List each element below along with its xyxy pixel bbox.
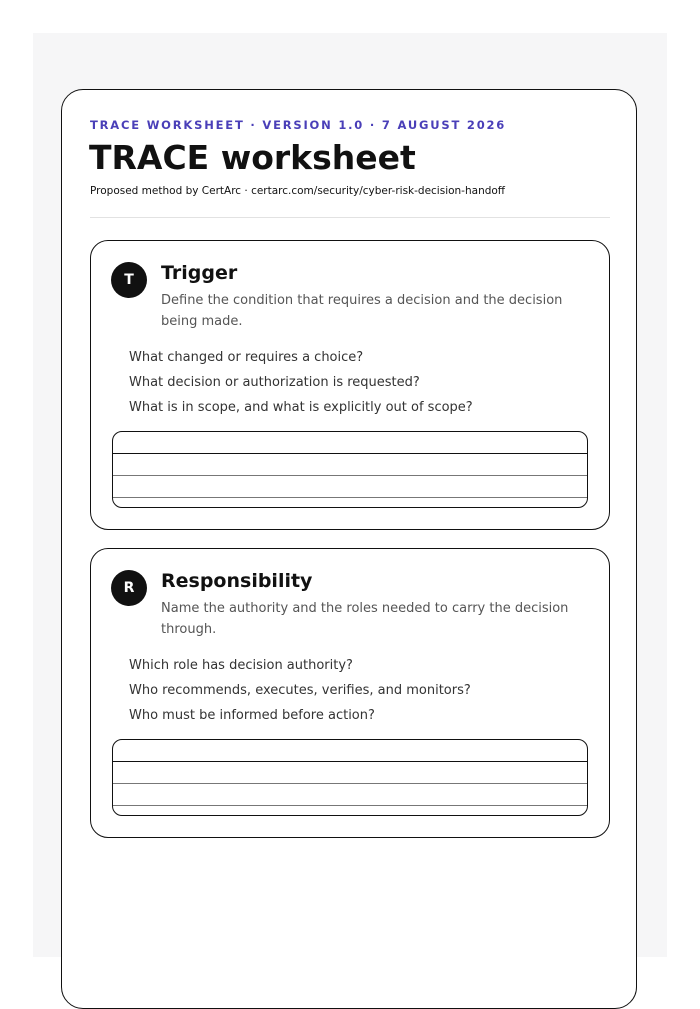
answer-line [113,475,587,476]
worksheet-eyebrow: TRACE WORKSHEET · VERSION 1.0 · 7 AUGUST 2026 [90,118,507,132]
answer-line [113,761,587,762]
question-list [129,653,471,728]
question-item: Which role has decision authority? [129,658,353,673]
section-heading: Trigger [161,262,238,284]
section-description: Define the condition that requires a decision and the decision being made. [161,293,563,329]
question-item: What changed or requires a choice? [129,350,364,365]
section-trigger [90,240,610,530]
question-list [129,345,473,420]
answer-line [113,497,587,498]
section-description: Name the authority and the roles needed to carry the decision through. [161,601,569,637]
answer-line [113,453,587,454]
question-item: Who recommends, executes, verifies, and monitors? [129,683,471,698]
question-item: What is in scope, and what is explicitly out of scope? [129,400,473,415]
page-title: TRACE worksheet [89,138,416,177]
section-responsibility [90,548,610,838]
question-item: What decision or authorization is requested? [129,375,420,390]
section-letter-badge: R [111,570,147,606]
section-heading: Responsibility [161,570,313,592]
worksheet-page [61,89,637,1009]
answer-line [113,805,587,806]
answer-line [113,783,587,784]
page-subtitle: Proposed method by CertArc · certarc.com/security/cyber-risk-decision-handoff [90,185,506,197]
answer-area[interactable] [112,431,588,508]
section-letter-badge: T [111,262,147,298]
header-divider [90,217,610,218]
question-item: Who must be informed before action? [129,708,375,723]
answer-area[interactable] [112,739,588,816]
